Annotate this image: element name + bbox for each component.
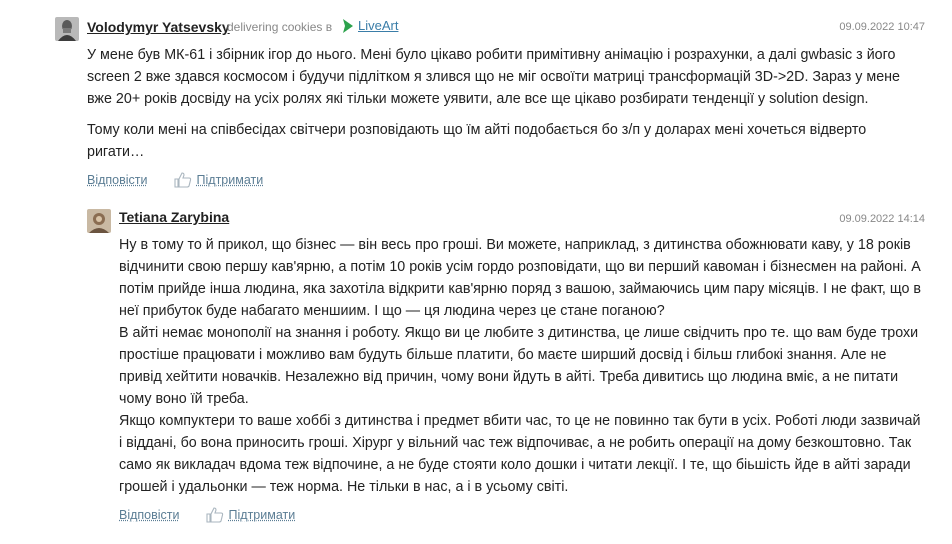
comment-body <box>119 234 925 498</box>
comment-paragraph: В айті немає монополії на знання і роботу. Якщо ви це любите з дитинства, це лише свідчить про те. що вам буде трохи простіше працювати і можливо вам будуть більше платити, бо маєте ширший досвід і більш глибокі знання. Але не привід хейтити новачків. Незалежно від причин, чому вони йдуть в айті. Треба дивитись що людина вміє, а не питати чому воно їй треба. <box>119 325 919 407</box>
author-name[interactable]: Tetiana Zarybina <box>119 209 230 225</box>
comment-paragraph: У мене був МК-61 і збірник ігор до нього. Мені було цікаво робити примітивну анімацію і розрахунки, а далі gwbasic з його screen 2 вже здався космосом і будучи підлітком я злився що не міг освоїти матриці трансформацій 3D->2D. Зараз у мене вже 20+ років досвіду на усіх ролях які тільки можете уявити, але все ще цікаво розбирати тенденції у solution design. <box>87 47 901 107</box>
support-button[interactable] <box>206 507 296 523</box>
comment-paragraph: Ну в тому то й прикол, що бізнес — він весь про гроші. Ви можете, наприклад, з дитинства обожнювати каву, у 18 років відчинити свою першу кав'ярню, а потім 10 років усім гордо розповідати, що ви перший кавоман і бізнесмен на районі. А потім прийде інша людина, яка захотіла відкрити кав'ярню поряд з вашою, займаючись цим пару місяців. І не факт, що в неї прибуток буде набагато меншиим. І що — ця людина через це стане поганою? <box>119 237 921 319</box>
liveart-hub-icon <box>342 19 354 33</box>
support-label[interactable]: Підтримати <box>196 173 264 187</box>
support-button[interactable] <box>174 172 264 188</box>
hub-link[interactable]: LiveArt <box>358 18 399 33</box>
thumbs-up-icon <box>174 172 192 188</box>
comment-header <box>55 14 925 42</box>
avatar[interactable] <box>87 209 111 233</box>
comment-reply <box>87 206 925 523</box>
comment-paragraph: Якщо компуктери то ваше хоббі з дитинства і предмет вбити час, то це не повинно так бути в усіх. Роботі люди зазвичай і віддані, бо вона приносить гроші. Хірург у вільний час теж відпочиває, а не робить операції на дому безкоштовно. Так само як викладач вдома теж відпочине, а не буде стояти коло дошки і читати лекції. І те, що біьшість йде в айті заради грошей і удальонки — теж норма. Не тільки в нас, а і в усьому світі. <box>119 413 921 495</box>
hub-link-group[interactable] <box>342 18 398 33</box>
thumbs-up-icon <box>206 507 224 523</box>
support-label[interactable]: Підтримати <box>228 508 296 522</box>
comment-date[interactable]: 09.09.2022 10:47 <box>839 21 925 33</box>
comment-actions <box>87 172 925 188</box>
comment-body <box>87 44 925 163</box>
author-status: delivering cookies в <box>227 20 333 34</box>
comment-paragraph: Тому коли мені на співбесідах світчери розповідають що їм айті подобається бо з/п у доларах мені хочеться відверто ригати… <box>87 122 867 160</box>
reply-button[interactable]: Відповісти <box>87 173 148 187</box>
comment-header <box>87 206 925 234</box>
comment <box>55 14 925 188</box>
comment-date[interactable]: 09.09.2022 14:14 <box>839 213 925 225</box>
reply-button[interactable]: Відповісти <box>119 508 180 522</box>
avatar[interactable] <box>55 17 79 41</box>
comment-actions <box>119 507 925 523</box>
author-name[interactable]: Volodymyr Yatsevsky <box>87 19 230 35</box>
